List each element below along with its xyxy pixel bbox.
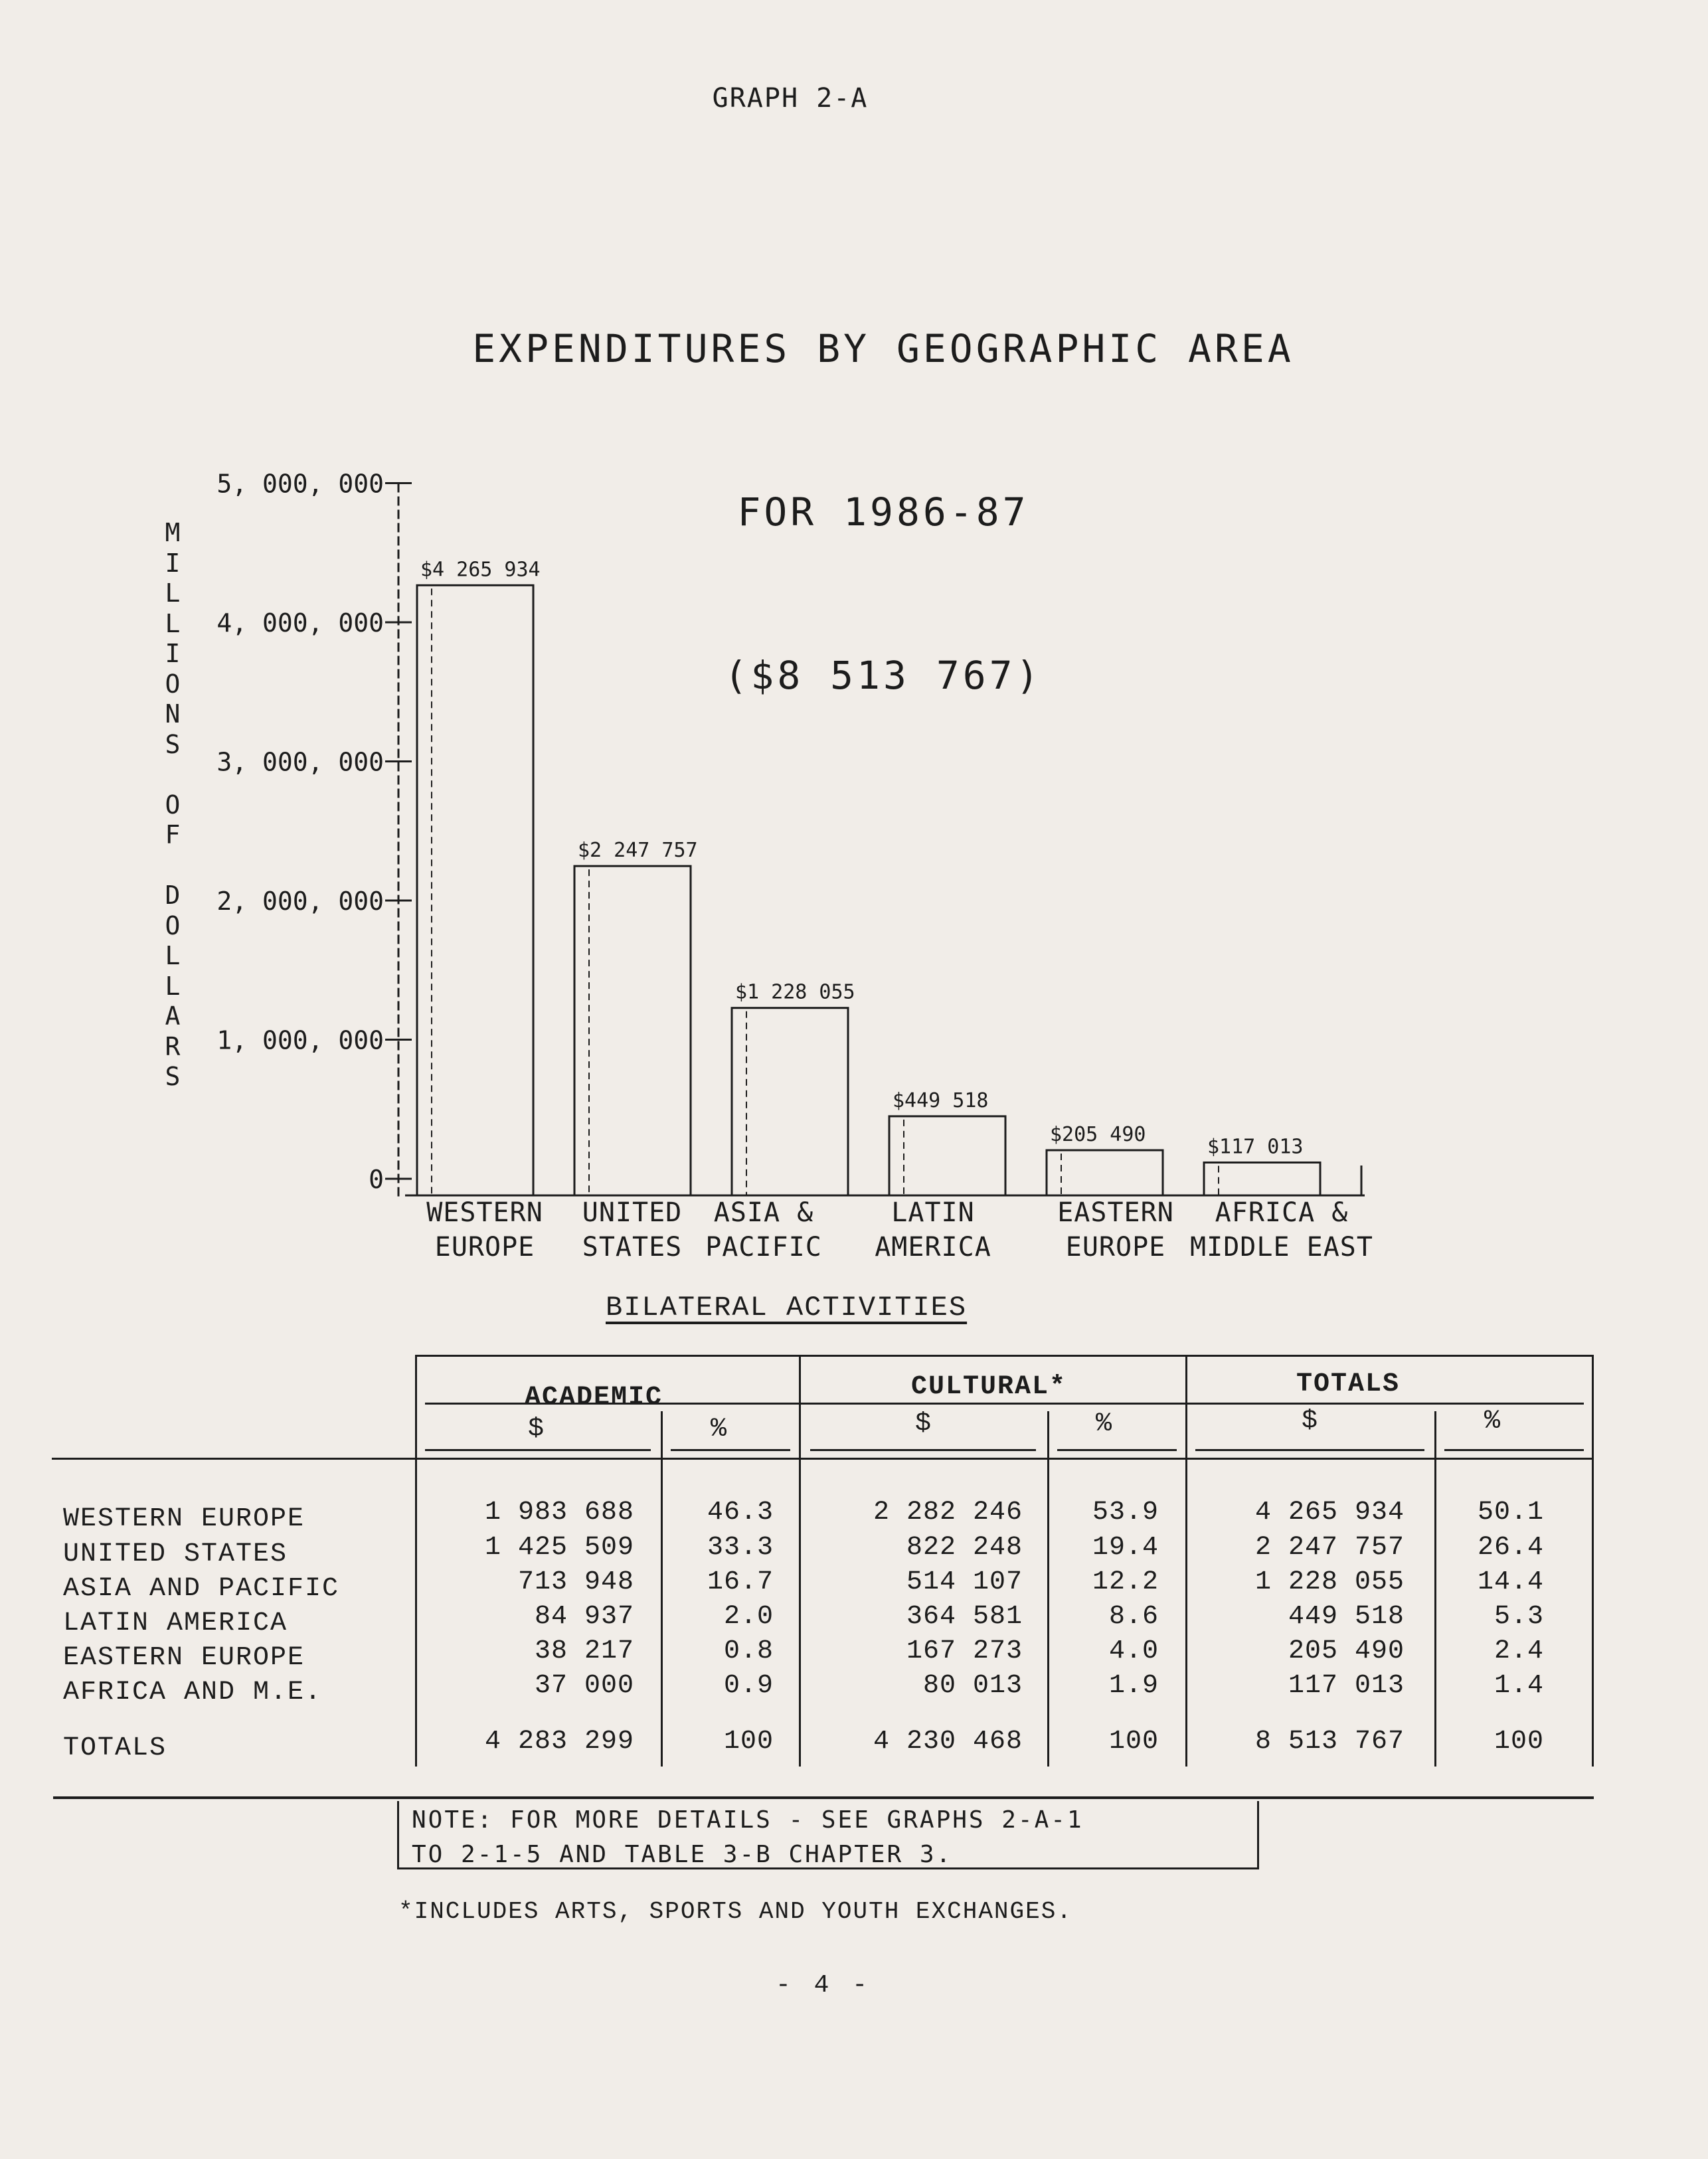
y-axis-label-char: O <box>165 910 181 940</box>
row-label: TOTALS <box>63 1733 167 1763</box>
table-right-border <box>1592 1355 1594 1767</box>
cell-cult-pct: 19.4 <box>1092 1533 1159 1563</box>
cell-acad-pct: 46.3 <box>707 1498 774 1527</box>
subheader-totals-percent: % <box>1484 1407 1501 1436</box>
cell-cult-pct: 53.9 <box>1092 1498 1159 1527</box>
table-subcol-underline-5 <box>1195 1449 1424 1451</box>
group-header-academic: ACADEMIC <box>525 1383 663 1413</box>
y-tick-label: 1, 000, 000 <box>216 1025 384 1055</box>
y-axis-label-char: S <box>165 1062 181 1091</box>
y-axis-label-char: F <box>165 820 181 849</box>
table-header-bottom <box>52 1458 1592 1460</box>
x-category-label-line: EASTERN <box>1057 1197 1174 1228</box>
table-subcol-underline-1 <box>425 1449 651 1451</box>
y-axis-label-char: N <box>165 699 181 729</box>
x-category-label <box>1182 1195 1381 1264</box>
bar-data-label: $117 013 <box>1207 1135 1304 1159</box>
cell-cult-pct: 8.6 <box>1108 1602 1159 1632</box>
subheader-cultural-percent: % <box>1096 1409 1112 1439</box>
cell-acad-amt: 713 948 <box>517 1567 634 1597</box>
cell-acad-pct: 2.0 <box>723 1602 774 1632</box>
cell-acad-amt: 1 983 688 <box>484 1498 634 1527</box>
cell-tot-pct: 50.1 <box>1477 1498 1544 1527</box>
y-axis-label-char: I <box>165 639 181 668</box>
cell-acad-pct: 16.7 <box>707 1567 774 1597</box>
y-tick-label: 5, 000, 000 <box>216 469 384 499</box>
cell-tot-pct: 100 <box>1494 1727 1544 1757</box>
x-category-label-line: STATES <box>582 1232 683 1262</box>
table-subcol-underline-3 <box>810 1449 1036 1451</box>
cell-tot-pct: 26.4 <box>1477 1533 1544 1563</box>
bar <box>1047 1150 1163 1195</box>
cell-tot-amt: 205 490 <box>1288 1636 1405 1666</box>
cell-acad-pct: 100 <box>723 1727 774 1757</box>
cell-cult-pct: 100 <box>1108 1727 1159 1757</box>
subheader-cultural-dollar: $ <box>915 1409 932 1439</box>
cell-cult-amt: 822 248 <box>906 1533 1023 1563</box>
row-label: EASTERN EUROPE <box>63 1643 305 1673</box>
cell-tot-pct: 5.3 <box>1494 1602 1544 1632</box>
cell-tot-amt: 2 247 757 <box>1254 1533 1405 1563</box>
bar-data-label: $449 518 <box>893 1088 989 1112</box>
y-axis-label-char: L <box>165 608 181 638</box>
cell-acad-amt: 37 000 <box>534 1671 634 1701</box>
y-axis-label-char: A <box>165 1001 181 1031</box>
cell-cult-pct: 4.0 <box>1108 1636 1159 1666</box>
chart-subtitle-line-1: FOR 1986-87 <box>737 489 1029 535</box>
table-top-border <box>415 1355 1594 1357</box>
cell-acad-amt: 1 425 509 <box>484 1533 634 1563</box>
cell-cult-pct: 12.2 <box>1092 1567 1159 1597</box>
bar-data-label: $1 228 055 <box>735 980 855 1004</box>
chart-subtitle-line-2: ($8 513 767) <box>724 653 1043 698</box>
table-subcol-underline-4 <box>1057 1449 1177 1451</box>
bar <box>1204 1162 1320 1195</box>
subheader-totals-dollar: $ <box>1302 1407 1318 1436</box>
chart-title: EXPENDITURES BY GEOGRAPHIC AREA <box>472 326 1294 371</box>
y-tick-label: 3, 000, 000 <box>216 747 384 777</box>
cell-tot-amt: 449 518 <box>1288 1602 1405 1632</box>
group-header-totals: TOTALS <box>1296 1369 1401 1399</box>
x-category-label-line: EUROPE <box>1065 1232 1166 1262</box>
note-line-2: TO 2-1-5 AND TABLE 3-B CHAPTER 3. <box>412 1841 953 1868</box>
cell-acad-pct: 0.9 <box>723 1671 774 1701</box>
row-label: UNITED STATES <box>63 1539 288 1569</box>
cell-cult-amt: 167 273 <box>906 1636 1023 1666</box>
y-axis-label-char: R <box>165 1031 181 1061</box>
graph-label: GRAPH 2-A <box>712 83 869 114</box>
cell-cult-amt: 364 581 <box>906 1602 1023 1632</box>
y-axis-label-char: L <box>165 941 181 970</box>
y-axis-label-char: O <box>165 669 181 699</box>
x-category-label-line: AMERICA <box>875 1232 991 1262</box>
y-axis-label-char: O <box>165 790 181 820</box>
group-header-cultural: CULTURAL* <box>911 1372 1067 1402</box>
y-tick-label: 4, 000, 000 <box>216 608 384 638</box>
x-category-label-line: MIDDLE EAST <box>1190 1232 1373 1262</box>
row-label: AFRICA AND M.E. <box>63 1678 323 1707</box>
note-text <box>412 1803 1084 1872</box>
cell-acad-amt: 84 937 <box>534 1602 634 1632</box>
x-category-label-line: ASIA & <box>713 1197 814 1228</box>
row-label: ASIA AND PACIFIC <box>63 1574 340 1604</box>
bar <box>889 1116 1005 1195</box>
x-category-label-line: PACIFIC <box>705 1232 822 1262</box>
bar <box>574 866 691 1195</box>
y-axis-label-char: L <box>165 971 181 1001</box>
page-number: - 4 - <box>776 1971 872 2000</box>
x-category-label <box>833 1195 1033 1264</box>
table-section-title: BILATERAL ACTIVITIES <box>606 1292 968 1324</box>
table-bottom-border <box>53 1796 1594 1799</box>
cell-acad-amt: 38 217 <box>534 1636 634 1666</box>
x-category-label-line: UNITED <box>582 1197 683 1228</box>
x-category-label-line: AFRICA & <box>1215 1197 1349 1228</box>
cell-acad-pct: 0.8 <box>723 1636 774 1666</box>
cell-tot-amt: 1 228 055 <box>1254 1567 1405 1597</box>
cell-acad-pct: 33.3 <box>707 1533 774 1563</box>
note-line-1: NOTE: FOR MORE DETAILS - SEE GRAPHS 2-A-1 <box>412 1806 1084 1834</box>
cell-tot-amt: 4 265 934 <box>1254 1498 1405 1527</box>
cell-tot-pct: 1.4 <box>1494 1671 1544 1701</box>
cell-tot-pct: 14.4 <box>1477 1567 1544 1597</box>
y-axis-label-char: L <box>165 578 181 608</box>
y-axis-label-char: I <box>165 548 181 578</box>
x-category-label-line: LATIN <box>891 1197 975 1228</box>
subheader-academic-dollar: $ <box>528 1415 545 1444</box>
row-label: WESTERN EUROPE <box>63 1504 305 1534</box>
x-category-label-line: EUROPE <box>434 1232 535 1262</box>
row-label: LATIN AMERICA <box>63 1608 288 1638</box>
bar <box>417 585 533 1195</box>
cell-tot-amt: 8 513 767 <box>1254 1727 1405 1757</box>
bar-data-label: $205 490 <box>1050 1122 1146 1146</box>
y-tick-label: 2, 000, 000 <box>216 887 384 916</box>
y-axis-label-char: D <box>165 881 181 910</box>
bar-data-label: $4 265 934 <box>420 558 541 582</box>
footnote: *INCLUDES ARTS, SPORTS AND YOUTH EXCHANGES. <box>398 1898 1072 1925</box>
subheader-academic-percent: % <box>711 1415 727 1444</box>
cell-cult-amt: 4 230 468 <box>873 1727 1023 1757</box>
cell-cult-amt: 80 013 <box>922 1671 1023 1701</box>
bar-data-label: $2 247 757 <box>578 839 698 863</box>
y-axis-label-char: S <box>165 729 181 759</box>
bar <box>732 1008 848 1195</box>
cell-cult-amt: 514 107 <box>906 1567 1023 1597</box>
cell-cult-amt: 2 282 246 <box>873 1498 1023 1527</box>
cell-acad-amt: 4 283 299 <box>484 1727 634 1757</box>
y-tick-label: 0 <box>369 1165 384 1194</box>
table-subcol-underline-2 <box>671 1449 790 1451</box>
table-subcol-underline-6 <box>1444 1449 1584 1451</box>
x-category-label-line: WESTERN <box>426 1197 543 1228</box>
cell-cult-pct: 1.9 <box>1108 1671 1159 1701</box>
y-axis-label-char: M <box>165 518 181 547</box>
cell-tot-pct: 2.4 <box>1494 1636 1544 1666</box>
cell-tot-amt: 117 013 <box>1288 1671 1405 1701</box>
